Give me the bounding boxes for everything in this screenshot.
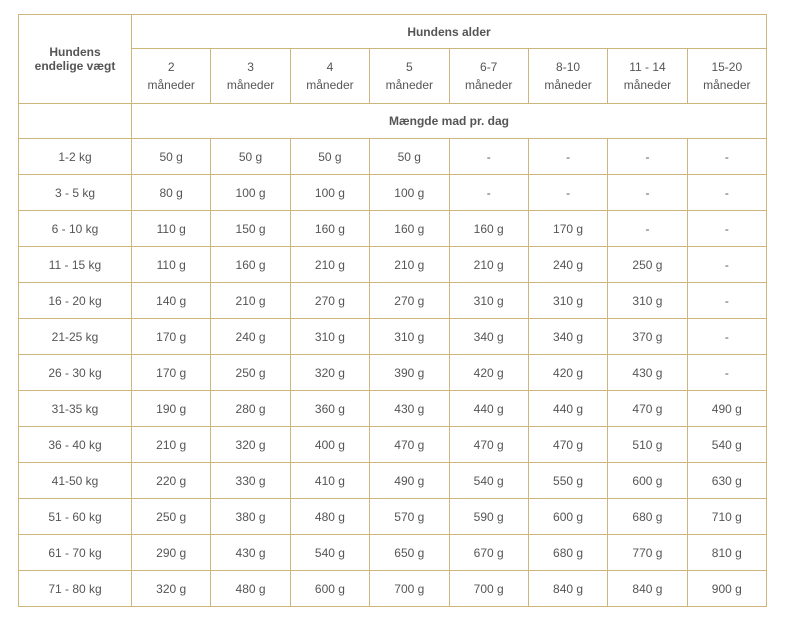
age-range: 8-10	[556, 60, 581, 74]
amount-cell: 390 g	[370, 355, 449, 391]
table-row	[19, 139, 767, 175]
amount-cell: 340 g	[449, 319, 528, 355]
table-row	[19, 283, 767, 319]
amount-cell: 140 g	[132, 283, 211, 319]
amount-cell: 430 g	[370, 391, 449, 427]
amount-cell: 160 g	[449, 211, 528, 247]
amount-cell: 50 g	[370, 139, 449, 175]
amount-cell: 470 g	[528, 427, 607, 463]
amount-cell: -	[528, 139, 607, 175]
amount-cell: -	[687, 247, 766, 283]
amount-cell: -	[528, 175, 607, 211]
amount-cell: 320 g	[211, 427, 290, 463]
amount-cell: 440 g	[528, 391, 607, 427]
weight-header-line1: Hundens	[49, 45, 101, 59]
age-range: 2	[167, 60, 175, 74]
amount-cell: 100 g	[290, 175, 369, 211]
amount-cell: 80 g	[132, 175, 211, 211]
table-row	[19, 319, 767, 355]
table-row	[19, 391, 767, 427]
amount-cell: 600 g	[608, 463, 687, 499]
amount-cell: 250 g	[132, 499, 211, 535]
amount-cell: 900 g	[687, 571, 766, 607]
amount-cell: 240 g	[528, 247, 607, 283]
weight-cell: 11 - 15 kg	[19, 247, 132, 283]
amount-subheader: Mængde mad pr. dag	[132, 104, 767, 139]
amount-cell: 590 g	[449, 499, 528, 535]
amount-cell: 510 g	[608, 427, 687, 463]
table-row	[19, 571, 767, 607]
amount-cell: -	[687, 355, 766, 391]
age-unit: måneder	[226, 78, 275, 92]
table-row	[19, 535, 767, 571]
amount-cell: 170 g	[132, 319, 211, 355]
amount-cell: 310 g	[290, 319, 369, 355]
amount-cell: 650 g	[370, 535, 449, 571]
amount-cell: -	[687, 283, 766, 319]
amount-cell: 540 g	[449, 463, 528, 499]
age-group-header: Hundens alder	[132, 15, 767, 49]
amount-cell: 680 g	[608, 499, 687, 535]
amount-cell: 490 g	[687, 391, 766, 427]
amount-cell: 290 g	[132, 535, 211, 571]
amount-cell: 370 g	[608, 319, 687, 355]
amount-cell: 670 g	[449, 535, 528, 571]
amount-cell: 210 g	[370, 247, 449, 283]
amount-cell: 110 g	[132, 247, 211, 283]
age-unit: måneder	[385, 78, 433, 92]
table-row	[19, 247, 767, 283]
table-row	[19, 211, 767, 247]
amount-cell: 480 g	[290, 499, 369, 535]
amount-cell: 310 g	[449, 283, 528, 319]
amount-cell: -	[608, 211, 687, 247]
amount-cell: 340 g	[528, 319, 607, 355]
amount-cell: 570 g	[370, 499, 449, 535]
amount-cell: 540 g	[290, 535, 369, 571]
amount-cell: 190 g	[132, 391, 211, 427]
amount-cell: 240 g	[211, 319, 290, 355]
age-column-header	[211, 49, 290, 104]
amount-cell: 470 g	[608, 391, 687, 427]
amount-cell: 110 g	[132, 211, 211, 247]
corner-blank-cell	[19, 104, 132, 139]
amount-cell: 310 g	[370, 319, 449, 355]
weight-cell: 41-50 kg	[19, 463, 132, 499]
amount-cell: 210 g	[211, 283, 290, 319]
amount-cell: 600 g	[290, 571, 369, 607]
amount-cell: 420 g	[449, 355, 528, 391]
amount-cell: 470 g	[449, 427, 528, 463]
amount-cell: 50 g	[290, 139, 369, 175]
amount-cell: 840 g	[528, 571, 607, 607]
amount-cell: 220 g	[132, 463, 211, 499]
weight-cell: 1-2 kg	[19, 139, 132, 175]
amount-cell: 810 g	[687, 535, 766, 571]
amount-cell: 700 g	[370, 571, 449, 607]
weight-cell: 6 - 10 kg	[19, 211, 132, 247]
weight-cell: 61 - 70 kg	[19, 535, 132, 571]
age-unit: måneder	[465, 78, 513, 92]
table-row	[19, 175, 767, 211]
age-unit: måneder	[703, 78, 751, 92]
amount-cell: 160 g	[370, 211, 449, 247]
weight-cell: 31-35 kg	[19, 391, 132, 427]
amount-cell: 50 g	[132, 139, 211, 175]
amount-cell: -	[449, 139, 528, 175]
amount-cell: 310 g	[608, 283, 687, 319]
weight-cell: 21-25 kg	[19, 319, 132, 355]
amount-cell: 470 g	[370, 427, 449, 463]
amount-cell: 490 g	[370, 463, 449, 499]
age-range: 15-20	[711, 60, 743, 74]
age-range: 6-7	[480, 60, 498, 74]
age-column-header	[290, 49, 369, 104]
amount-cell: 320 g	[290, 355, 369, 391]
feeding-table	[18, 14, 767, 607]
amount-cell: -	[687, 319, 766, 355]
table-row	[19, 463, 767, 499]
amount-cell: 770 g	[608, 535, 687, 571]
amount-cell: -	[687, 211, 766, 247]
age-range: 5	[405, 60, 413, 74]
age-column-header	[370, 49, 449, 104]
amount-cell: 440 g	[449, 391, 528, 427]
age-range: 4	[326, 60, 334, 74]
age-column-header	[449, 49, 528, 104]
amount-cell: 410 g	[290, 463, 369, 499]
amount-cell: 430 g	[211, 535, 290, 571]
weight-cell: 3 - 5 kg	[19, 175, 132, 211]
amount-cell: 150 g	[211, 211, 290, 247]
weight-column-header	[19, 15, 132, 104]
amount-cell: 330 g	[211, 463, 290, 499]
amount-cell: 210 g	[449, 247, 528, 283]
table-row	[19, 427, 767, 463]
weight-cell: 71 - 80 kg	[19, 571, 132, 607]
amount-cell: -	[687, 139, 766, 175]
age-column-header	[132, 49, 211, 104]
amount-cell: -	[687, 175, 766, 211]
weight-cell: 16 - 20 kg	[19, 283, 132, 319]
amount-cell: 100 g	[370, 175, 449, 211]
age-column-header	[687, 49, 766, 104]
weight-header-line2: endelige vægt	[34, 59, 116, 73]
amount-cell: 700 g	[449, 571, 528, 607]
amount-cell: 250 g	[211, 355, 290, 391]
amount-cell: 160 g	[290, 211, 369, 247]
amount-cell: 160 g	[211, 247, 290, 283]
age-column-header	[608, 49, 687, 104]
amount-cell: -	[449, 175, 528, 211]
amount-cell: 380 g	[211, 499, 290, 535]
amount-cell: 210 g	[132, 427, 211, 463]
age-unit: måneder	[306, 78, 354, 92]
amount-cell: 710 g	[687, 499, 766, 535]
amount-cell: 320 g	[132, 571, 211, 607]
age-column-header	[528, 49, 607, 104]
amount-cell: 600 g	[528, 499, 607, 535]
age-unit: måneder	[147, 78, 195, 92]
amount-cell: 680 g	[528, 535, 607, 571]
feeding-table-container	[18, 14, 767, 607]
amount-cell: 100 g	[211, 175, 290, 211]
weight-cell: 36 - 40 kg	[19, 427, 132, 463]
amount-cell: 310 g	[528, 283, 607, 319]
amount-cell: 550 g	[528, 463, 607, 499]
amount-cell: 420 g	[528, 355, 607, 391]
amount-cell: 630 g	[687, 463, 766, 499]
age-range: 11 - 14	[629, 60, 666, 74]
weight-cell: 51 - 60 kg	[19, 499, 132, 535]
amount-cell: 540 g	[687, 427, 766, 463]
amount-cell: 210 g	[290, 247, 369, 283]
amount-cell: 270 g	[290, 283, 369, 319]
amount-cell: 400 g	[290, 427, 369, 463]
amount-cell: 840 g	[608, 571, 687, 607]
weight-cell: 26 - 30 kg	[19, 355, 132, 391]
amount-cell: 170 g	[132, 355, 211, 391]
amount-cell: 50 g	[211, 139, 290, 175]
amount-cell: -	[608, 175, 687, 211]
amount-cell: -	[608, 139, 687, 175]
age-header-row	[19, 49, 767, 104]
table-row	[19, 355, 767, 391]
amount-cell: 250 g	[608, 247, 687, 283]
amount-cell: 280 g	[211, 391, 290, 427]
amount-cell: 170 g	[528, 211, 607, 247]
age-unit: måneder	[623, 78, 672, 92]
age-range: 3	[247, 60, 254, 74]
amount-cell: 270 g	[370, 283, 449, 319]
age-unit: måneder	[544, 78, 592, 92]
table-body	[19, 139, 767, 607]
table-row	[19, 499, 767, 535]
amount-cell: 430 g	[608, 355, 687, 391]
amount-cell: 480 g	[211, 571, 290, 607]
amount-cell: 360 g	[290, 391, 369, 427]
